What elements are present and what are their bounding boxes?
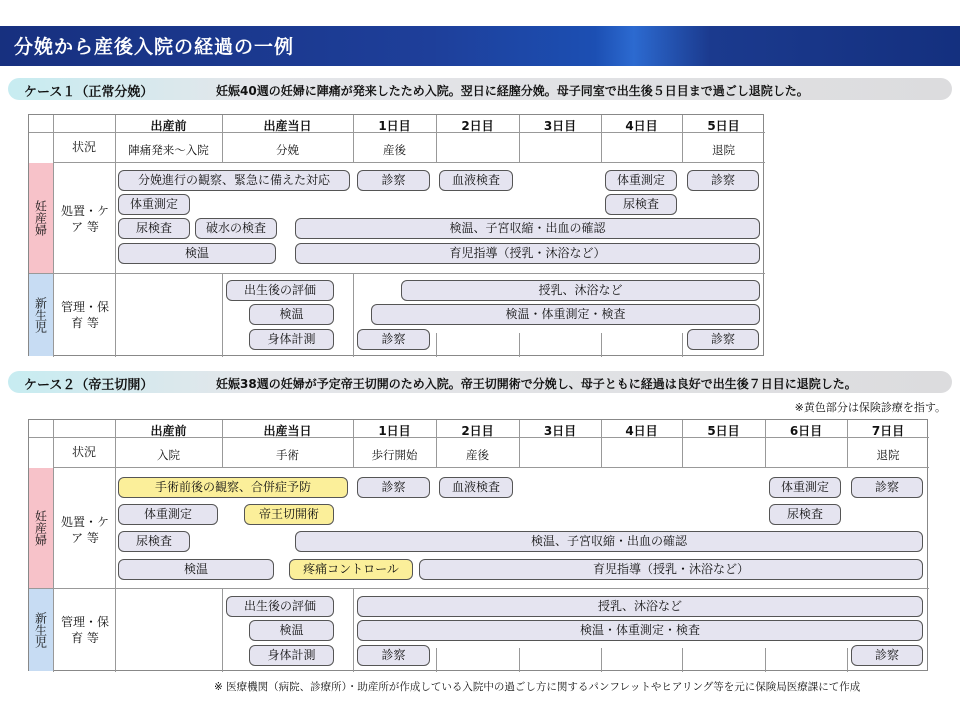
row-line: [29, 273, 765, 274]
case2-newborn-label: 新生児: [29, 589, 53, 671]
case2-label: ケース２（帝王切開）: [24, 378, 154, 393]
status-cell: 入院: [157, 448, 180, 462]
status-cell: 分娩: [276, 143, 299, 157]
care-item: 尿検査: [769, 504, 841, 525]
case1-status-label: 状況: [71, 140, 96, 154]
case1-timeline-table: [28, 114, 764, 356]
status-cell: 歩行開始: [371, 448, 418, 462]
column-header: 1日目: [378, 119, 411, 133]
status-cell: 産後: [383, 143, 406, 157]
care-item: 疼痛コントロール: [289, 559, 413, 580]
page-title: 分娩から産後入院の経過の一例: [14, 36, 295, 58]
care-item: 検温・体重測定・検査: [357, 620, 923, 641]
care-item: 出生後の評価: [226, 596, 334, 617]
column-line: [519, 333, 520, 357]
care-item: 診察: [357, 477, 430, 498]
care-item: 尿検査: [605, 194, 677, 215]
care-item: 育児指導（授乳・沐浴など）: [295, 243, 760, 264]
care-item: 手術前後の観察、合併症予防: [118, 477, 348, 498]
care-item: 血液検査: [439, 170, 513, 191]
care-item: 診察: [357, 645, 430, 666]
case1-mother-category: 処置・ケア 等: [60, 204, 109, 234]
column-header: 出産前: [150, 424, 187, 438]
case1-heading-bar: [8, 78, 952, 100]
care-item: 授乳、沐浴など: [401, 280, 760, 301]
care-item: 検温・体重測定・検査: [371, 304, 760, 325]
care-item: 身体計測: [249, 329, 334, 350]
care-item: 帝王切開術: [244, 504, 334, 525]
status-cell: 手術: [276, 448, 299, 462]
column-line: [53, 420, 54, 672]
care-item: 検温、子宮収縮・出血の確認: [295, 531, 923, 552]
column-header: 3日目: [543, 424, 577, 438]
care-item: 検温: [249, 620, 334, 641]
column-line: [222, 588, 223, 672]
care-item: 体重測定: [605, 170, 677, 191]
case1-newborn-category: 管理・保育 等: [60, 300, 109, 330]
column-header: 出産当日: [263, 119, 312, 133]
care-item: 診察: [687, 170, 759, 191]
care-item: 分娩進行の観察、緊急に備えた対応: [118, 170, 350, 191]
case2-status-label: 状況: [71, 445, 96, 459]
column-header: 5日目: [707, 424, 740, 438]
column-line: [353, 588, 354, 672]
column-header: 2日目: [461, 119, 494, 133]
care-item: 診察: [357, 170, 430, 191]
case1-mother-label: 妊産婦: [29, 163, 53, 273]
care-item: 検温: [249, 304, 334, 325]
title-bar: [0, 26, 960, 66]
column-header: 1日目: [378, 424, 411, 438]
row-line: [29, 588, 929, 589]
column-line: [53, 115, 54, 357]
care-item: 診察: [357, 329, 430, 350]
column-header: 5日目: [707, 119, 740, 133]
care-item: 検温: [118, 243, 276, 264]
care-item: 出生後の評価: [226, 280, 334, 301]
case2-newborn-category: 管理・保育 等: [60, 615, 109, 645]
column-line: [847, 648, 848, 672]
column-header: 2日目: [461, 424, 494, 438]
case2-timeline-table: [28, 419, 928, 671]
care-item: 体重測定: [769, 477, 841, 498]
care-item: 検温: [118, 559, 274, 580]
case2-mother-category: 処置・ケア 等: [60, 515, 109, 545]
column-line: [765, 648, 766, 672]
column-header: 4日目: [625, 119, 658, 133]
column-line: [353, 273, 354, 357]
care-item: 授乳、沐浴など: [357, 596, 923, 617]
care-item: 尿検査: [118, 531, 190, 552]
case2-mother-label: 妊産婦: [29, 468, 53, 588]
status-cell: 産後: [466, 448, 489, 462]
column-header: 出産前: [150, 119, 187, 133]
column-line: [436, 648, 437, 672]
care-item: 検温、子宮収縮・出血の確認: [295, 218, 760, 239]
care-item: 体重測定: [118, 504, 218, 525]
case1-newborn-label: 新生児: [29, 274, 53, 356]
column-header: 出産当日: [263, 424, 312, 438]
column-header: 6日目: [789, 424, 823, 438]
care-item: 診察: [851, 477, 923, 498]
yellow-note: ※黄色部分は保険診療を指す。: [794, 401, 946, 414]
status-cell: 退院: [876, 448, 900, 462]
case1-label: ケース１（正常分娩）: [24, 85, 154, 100]
column-header: 7日目: [871, 424, 905, 438]
care-item: 破水の検査: [195, 218, 277, 239]
column-line: [519, 648, 520, 672]
status-cell: 退院: [712, 143, 735, 157]
column-header: 4日目: [625, 424, 658, 438]
row-line: [53, 162, 765, 163]
column-line: [222, 273, 223, 357]
case2-description: 妊娠38週の妊婦が予定帝王切開のため入院。帝王切開術で分娩し、母子ともに経過は良好で出生後７日目に退院した。: [216, 377, 857, 391]
column-line: [601, 333, 602, 357]
column-line: [682, 333, 683, 357]
case2-heading-bar: [8, 371, 952, 393]
care-item: 育児指導（授乳・沐浴など）: [419, 559, 923, 580]
case1-description: 妊娠40週の妊婦に陣痛が発来したため入院。翌日に経膣分娩。母子同室で出生後５日目まで過ごし退院した。: [216, 84, 809, 98]
column-line: [601, 648, 602, 672]
care-item: 尿検査: [118, 218, 190, 239]
status-cell: 陣痛発来～入院: [128, 143, 209, 157]
care-item: 診察: [687, 329, 759, 350]
care-item: 身体計測: [249, 645, 334, 666]
care-item: 体重測定: [118, 194, 190, 215]
care-item: 血液検査: [439, 477, 513, 498]
column-line: [682, 648, 683, 672]
row-line: [53, 467, 929, 468]
source-note: ※ 医療機関（病院、診療所）・助産所が作成している入院中の過ごし方に関するパンフレットやヒアリング等を元に保険局医療課にて作成: [214, 681, 861, 693]
column-line: [436, 333, 437, 357]
care-item: 診察: [851, 645, 923, 666]
column-header: 3日目: [543, 119, 577, 133]
